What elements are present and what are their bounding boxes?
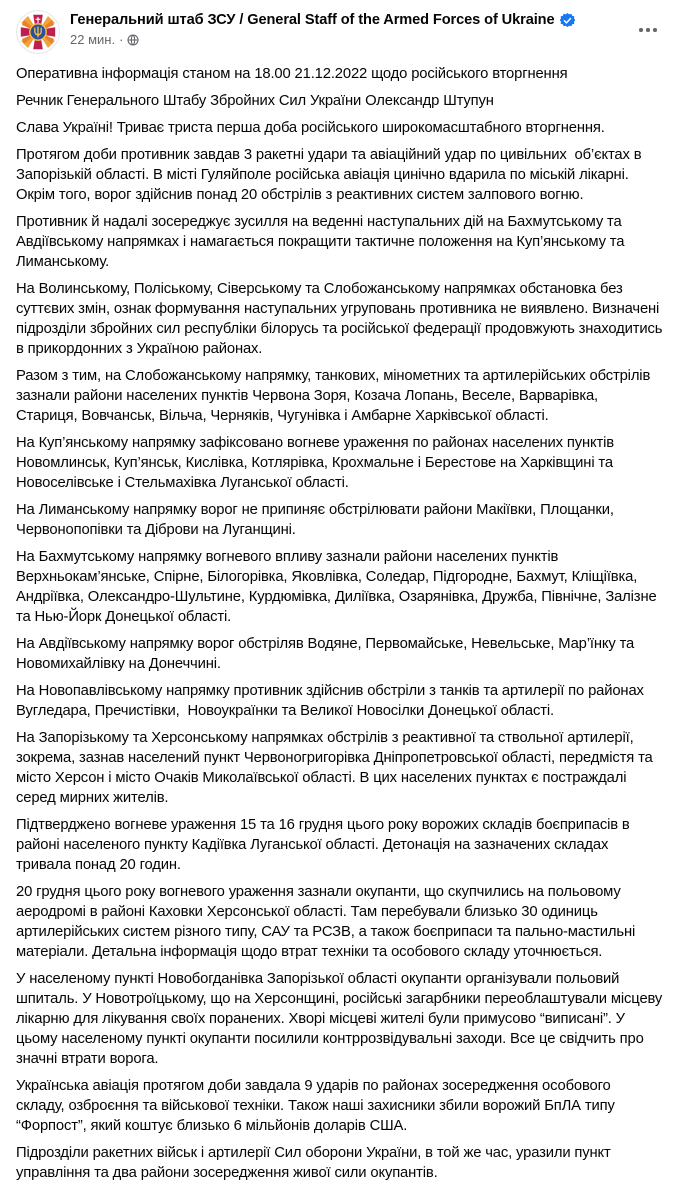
post-paragraph: Підтверджено вогневе ураження 15 та 16 грудня цього року ворожих складів боєприпасів в районі населеного пункту Кадіївка Луганської області. Детонація на зазначених складах тривала понад 20 годин. (16, 817, 634, 873)
post-paragraph: На Лиманському напрямку ворог не припиняє обстрілювати райони Макіївки, Площанки, Червонопопівки та Діброви на Луганщині. (16, 502, 618, 538)
more-options-button[interactable] (633, 18, 663, 42)
post-paragraph: Слава Україні! Триває триста перша доба російського широкомасштабного вторгнення. (16, 120, 605, 136)
post-paragraph: На Куп’янському напрямку зафіксовано вогневе ураження по районах населених пунктів Новомлинськ, Куп’янськ, Кислівка, Котлярівка, Крохмальне і Берестове на Харківщині та Новоселівське і Стельмахівка Луганської області. (16, 435, 618, 491)
header-info (70, 10, 633, 47)
post-paragraph: На Бахмутському напрямку вогневого впливу зазнали райони населених пунктів Верхньокам’янське, Спірне, Білогорівка, Яковлівка, Соледар, Підгородне, Бахмут, Кліщіївка, Андріївка, Олександро-Шультине, Курдюмівка, Диліївка, Озарянівка, Дружба, Північне, Залізне та Нью-Йорк Донецької області. (16, 549, 661, 625)
timestamp-link[interactable]: 22 мин. (70, 32, 116, 47)
page-name-row (70, 12, 633, 28)
post-paragraph: Оперативна інформація станом на 18.00 21.12.2022 щодо російського вторгнення (16, 66, 568, 82)
post-paragraph: На Авдіївському напрямку ворог обстріляв Водяне, Первомайське, Невельське, Мар’їнку та Новомихайлівку на Донеччині. (16, 636, 639, 672)
more-options-icon (646, 28, 650, 32)
meta-separator: · (119, 32, 124, 47)
post-paragraph: Речник Генерального Штабу Збройних Сил України Олександр Штупун (16, 93, 494, 109)
post-paragraph: Українська авіація протягом доби завдала 9 ударів по районах зосередження особового складу, озброєння та військової техніки. Також наші захисники збили ворожий БпЛА типу “Форпост”, який коштує близько 6 мільйонів доларів США. (16, 1078, 619, 1134)
post-paragraph: На Волинському, Поліському, Сіверському та Слобожанському напрямках обстановка без суттєвих змін, ознак формування наступальних угруповань противника не виявлено. Визначені підрозділи збройних сил республіки білорусь та російської федерації продовжують знаходитись в прикордонних з Україною районах. (16, 281, 667, 357)
post-paragraph: Разом з тим, на Слобожанському напрямку, танкових, мінометних та артилерійських обстрілів зазнали райони населених пунктів Червона Зоря, Козача Лопань, Веселе, Варварівка, Стариця, Вовчанськ, Вільча, Черняків, Чугунівка і Амбарне Харківської області. (16, 368, 655, 424)
page-name-link[interactable]: Генеральний штаб ЗСУ / General Staff of the Armed Forces of Ukraine (70, 12, 555, 28)
post-paragraph: На Запорізькому та Херсонському напрямках обстрілів з реактивної та ствольної артилерії, зокрема, зазнав населений пункт Червоногригорівка Дніпропетровської області, передмістя та місто Херсон і місто Очаків Миколаївської області. В цих населених пунктах є постраждалі серед мирних жителів. (16, 730, 657, 806)
globe-icon (127, 34, 139, 46)
post-paragraph: Противник й надалі зосереджує зусилля на веденні наступальних дій на Бахмутському та Авдіївському напрямках і намагається покращити тактичне положення на Куп’янському та Лиманському. (16, 214, 629, 270)
post-header (0, 0, 679, 54)
post-paragraph: Протягом доби противник завдав 3 ракетні удари та авіаційний удар по цивільних об’єктах в Запорізькій області. В місті Гуляйполе російська авіація цинічно вдарила по міській лікарні. Окрім того, ворог здійснив понад 20 обстрілів з реактивних систем залпового вогню. (16, 147, 646, 203)
post-meta (70, 32, 633, 47)
post-paragraph: На Новопавлівському напрямку противник здійснив обстріли з танків та артилерії по районах Вугледара, Пречистівки, Новоукраїнки та Великої Новосілки Донецької області. (16, 683, 648, 719)
verified-badge-icon (560, 13, 575, 28)
more-options-icon (639, 28, 643, 32)
post-text (0, 54, 679, 1183)
post-paragraph: Підрозділи ракетних військ і артилерії Сил оборони України, в той же час, уразили пункт управління та два райони зосередження живої сили окупантів. (16, 1145, 615, 1181)
more-options-icon (653, 28, 657, 32)
post-paragraph: 20 грудня цього року вогневого ураження зазнали окупанти, що скупчились на польовому аеродромі в районі Каховки Херсонської області. Там перебували близько 30 одиниць артилерійських систем різного типу, САУ та РСЗВ, а також боєприпаси та пально-мастильні матеріали. Детальна інформація щодо втрат техніки та особового складу уточнюється. (16, 884, 640, 960)
avatar[interactable] (16, 10, 60, 54)
post-paragraph: У населеному пункті Новобогданівка Запорізької області окупанти організували польовий шпиталь. У Новотроїцькому, що на Херсонщині, російські загарбники переоблаштували місцеву лікарню для лікування своїх поранених. Хворі місцеві жителі були примусово “виписані”. У цьому населеному пункті окупанти посилили контррозвідувальні заходи. Все це свідчить про значні втрати ворога. (16, 971, 667, 1067)
general-staff-emblem-icon (16, 10, 60, 54)
